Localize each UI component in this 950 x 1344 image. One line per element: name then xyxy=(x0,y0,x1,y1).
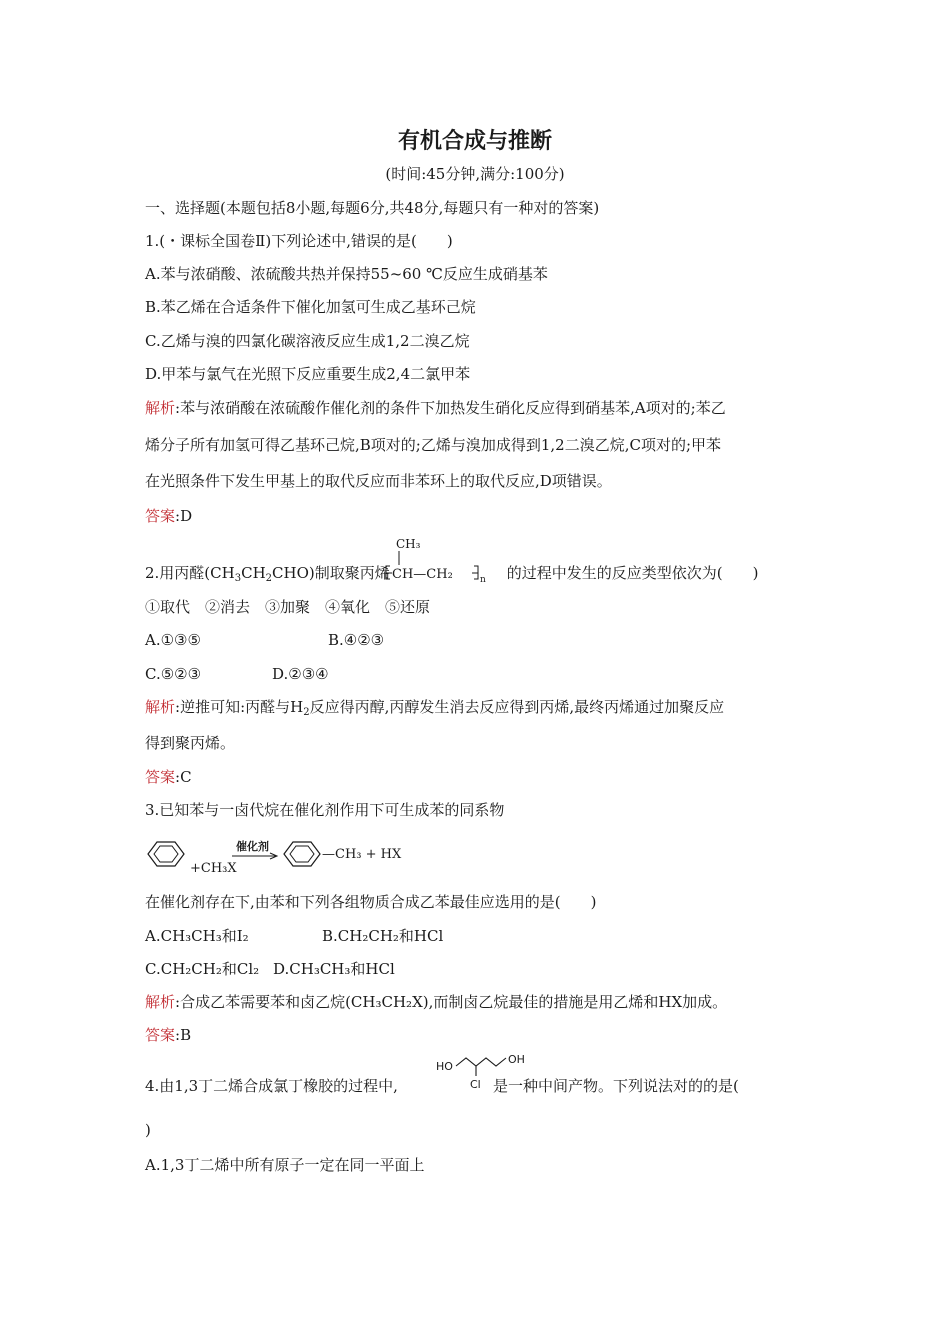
q3-analysis xyxy=(145,992,727,1012)
answer-text: :C xyxy=(175,768,192,786)
subscript: 2 xyxy=(265,573,273,584)
q2-option-c: C.⑤②③ xyxy=(145,665,202,683)
analysis-text: :苯与浓硝酸在浓硫酸作催化剂的条件下加热发生硝化反应得到硝基苯,A项对的;苯乙 xyxy=(175,399,726,417)
analysis-label: 解析 xyxy=(145,698,176,716)
q4-stem-text: 4.由1,3丁二烯合成氯丁橡胶的过程中, xyxy=(145,1077,398,1095)
answer-text: :B xyxy=(175,1026,192,1044)
catalyst-label: 催化剂 xyxy=(236,840,269,853)
chlorine-label: Cl xyxy=(470,1078,481,1091)
q3-stem: 3.已知苯与一卤代烷在催化剂作用下可生成苯的同系物 xyxy=(145,801,505,819)
q1-analysis-line-1 xyxy=(145,398,726,418)
q1-option-d: D.甲苯与氯气在光照下反应重要生成2,4二氯甲苯 xyxy=(145,365,471,383)
q2-stem-text: 的过程中发生的反应类型依次为( ) xyxy=(506,564,759,582)
q2-option-a: A.①③⑤ xyxy=(145,631,201,649)
page-subtitle: (时间:45分钟,满分:100分) xyxy=(385,165,565,183)
chloro-diol-structure xyxy=(432,1046,532,1092)
analysis-label: 解析 xyxy=(145,399,176,417)
benzene-alkylation-equation xyxy=(140,832,440,880)
polymer-backbone-label: CH—CH₂ xyxy=(392,567,453,582)
polymer-n-label: n xyxy=(480,575,486,585)
q3-option-b: B.CH₂CH₂和HCl xyxy=(322,927,444,945)
q1-option-c: C.乙烯与溴的四氯化碳溶液反应生成1,2二溴乙烷 xyxy=(145,332,470,350)
q2-analysis-line-2: 得到聚丙烯。 xyxy=(145,734,236,752)
q4-stem-text: 是一种中间产物。下列说法对的的是( xyxy=(492,1077,739,1095)
subscript: 3 xyxy=(234,573,242,584)
q4-option-a: A.1,3丁二烯中所有原子一定在同一平面上 xyxy=(145,1156,425,1174)
methyl-group-label: CH₃ xyxy=(396,537,421,551)
q1-option-a: A.苯与浓硝酸、浓硫酸共热并保持55~60 ℃反应生成硝基苯 xyxy=(145,265,548,283)
q2-option-d: D.②③④ xyxy=(272,665,329,683)
q2-stem-text: CH xyxy=(241,564,266,582)
answer-label: 答案 xyxy=(145,507,176,525)
reagent-label: +CH₃X xyxy=(190,861,237,876)
polypropylene-structure xyxy=(382,533,504,589)
analysis-text: :逆推可知:丙醛与H xyxy=(175,698,304,716)
answer-label: 答案 xyxy=(145,1026,176,1044)
q1-answer xyxy=(145,506,192,526)
q3-option-d: D.CH₃CH₃和HCl xyxy=(273,960,395,978)
subscript: 2 xyxy=(303,707,310,718)
q1-option-b: B.苯乙烯在合适条件下催化加氢可生成乙基环己烷 xyxy=(145,298,476,316)
q2-reaction-types: ①取代 ②消去 ③加聚 ④氧化 ⑤还原 xyxy=(145,598,431,616)
q1-analysis-line-3: 在光照条件下发生甲基上的取代反应而非苯环上的取代反应,D项错误。 xyxy=(145,472,612,490)
q1-analysis-line-2: 烯分子所有加氢可得乙基环己烷,B项对的;乙烯与溴加成得到1,2二溴乙烷,C项对的;甲苯 xyxy=(145,436,722,454)
q4-stem-close: ) xyxy=(145,1121,151,1139)
page-title: 有机合成与推断 xyxy=(397,129,552,154)
answer-text: :D xyxy=(175,507,193,525)
q2-stem-text: CHO)制取聚丙烯 xyxy=(272,564,390,582)
section-heading: 一、选择题(本题包括8小题,每题6分,共48分,每题只有一种对的答案) xyxy=(145,199,600,217)
product-label: —CH₃ + HX xyxy=(322,847,402,862)
q2-analysis-line-1 xyxy=(145,697,724,723)
q2-option-b: B.④②③ xyxy=(328,631,385,649)
analysis-text: :合成乙苯需要苯和卤乙烷(CH₃CH₂X),而制卤乙烷最佳的措施是用乙烯和HX加成。 xyxy=(175,993,728,1011)
q3-answer xyxy=(145,1025,191,1045)
q3-option-c: C.CH₂CH₂和Cl₂ xyxy=(145,960,260,978)
analysis-label: 解析 xyxy=(145,993,176,1011)
q2-stem-text: 2.用丙醛(CH xyxy=(145,564,235,582)
q2-answer xyxy=(145,767,192,787)
q1-stem: 1.(・课标全国卷Ⅱ)下列论述中,错误的是( ) xyxy=(145,232,453,250)
analysis-text: 反应得丙醇,丙醇发生消去反应得到丙烯,最终丙烯通过加聚反应 xyxy=(309,698,725,716)
q3-option-a: A.CH₃CH₃和I₂ xyxy=(145,927,249,945)
hydroxyl-label-right: OH xyxy=(508,1053,525,1066)
q3-stem-2: 在催化剂存在下,由苯和下列各组物质合成乙苯最佳应选用的是( ) xyxy=(145,893,597,911)
hydroxyl-label-left: HO xyxy=(436,1060,453,1073)
answer-label: 答案 xyxy=(145,768,176,786)
